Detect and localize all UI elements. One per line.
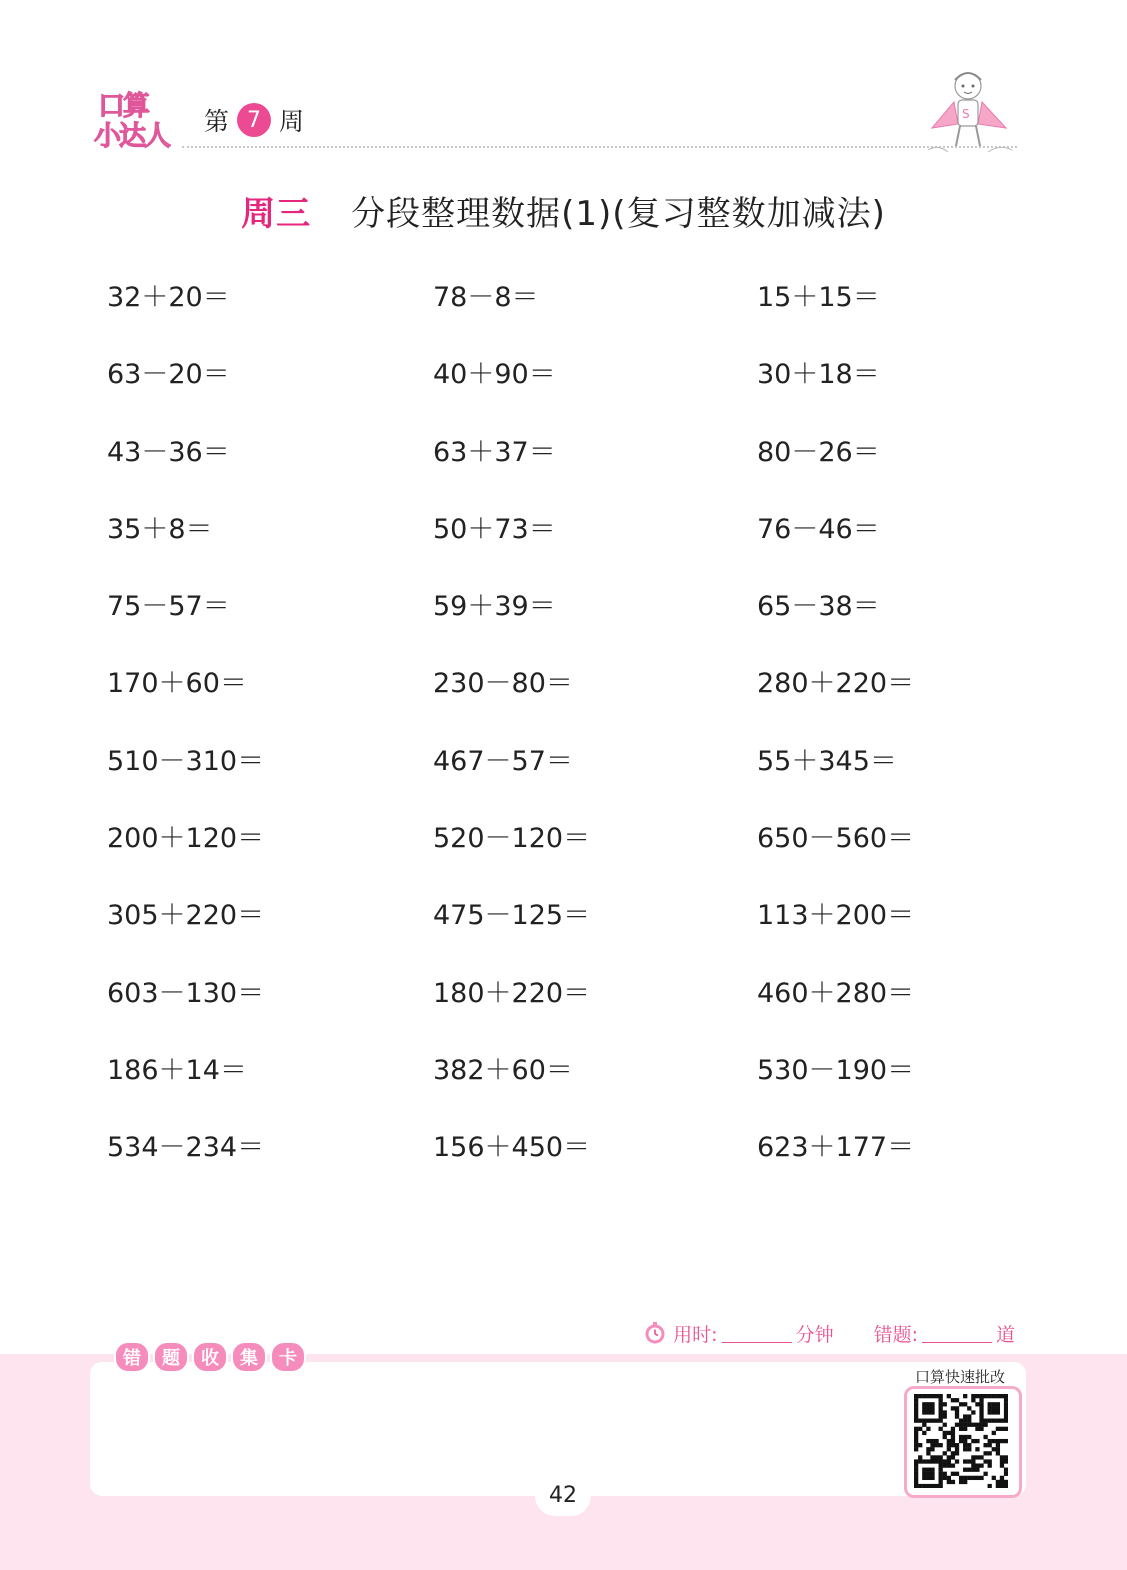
- math-problem: 467－57＝: [433, 745, 573, 777]
- card-tag-char: 错: [114, 1341, 150, 1373]
- error-card-tag: [114, 1341, 306, 1373]
- math-problem: 200＋120＝: [107, 823, 265, 855]
- qr-code-icon[interactable]: [914, 1394, 1008, 1488]
- math-problem: 76－46＝: [757, 513, 880, 545]
- error-blank[interactable]: [922, 1324, 992, 1343]
- svg-text:S: S: [962, 107, 970, 121]
- math-problem: 40＋90＝: [433, 359, 556, 391]
- math-problem: 43－36＝: [107, 436, 230, 468]
- lesson-title: [0, 186, 1127, 235]
- math-problem: 55＋345＝: [757, 745, 897, 777]
- card-tag-char: 收: [192, 1341, 228, 1373]
- math-problem: 113＋200＝: [757, 900, 915, 932]
- page-number: 42: [535, 1474, 591, 1516]
- time-unit: 分钟: [795, 1323, 834, 1346]
- superhero-kid-illustration: [918, 66, 1018, 158]
- math-problem: 63－20＝: [107, 359, 230, 391]
- math-problem: 156＋450＝: [433, 1132, 591, 1164]
- math-problem: 475－125＝: [433, 900, 591, 932]
- math-problem: 65－38＝: [757, 591, 880, 623]
- math-problem: 520－120＝: [433, 823, 591, 855]
- math-problem: 59＋39＝: [433, 591, 556, 623]
- math-problem: 63＋37＝: [433, 436, 556, 468]
- logo-line1: 口算: [98, 91, 148, 122]
- math-problem: 170＋60＝: [107, 668, 247, 700]
- header-divider: [182, 146, 1017, 148]
- lesson-day: 周三: [241, 194, 312, 234]
- card-tag-char: 集: [231, 1341, 267, 1373]
- math-problem: 460＋280＝: [757, 977, 915, 1009]
- week-prefix: 第: [204, 107, 230, 136]
- math-problem: 230－80＝: [433, 668, 573, 700]
- math-problem: 530－190＝: [757, 1054, 915, 1086]
- math-problem: 35＋8＝: [107, 513, 213, 545]
- error-unit: 道: [995, 1323, 1015, 1346]
- math-problem: 80－26＝: [757, 436, 880, 468]
- math-problem: 78－8＝: [433, 282, 539, 313]
- math-problem: 603－130＝: [107, 977, 265, 1009]
- math-problem: 650－560＝: [757, 823, 915, 855]
- math-problem: 180＋220＝: [433, 977, 591, 1009]
- stopwatch-icon: [643, 1321, 667, 1345]
- math-problem: 280＋220＝: [757, 668, 915, 700]
- math-problem: 50＋73＝: [433, 513, 556, 545]
- qr-frame[interactable]: [904, 1386, 1022, 1498]
- card-tag-char: 卡: [270, 1341, 306, 1373]
- math-problem: 305＋220＝: [107, 900, 265, 932]
- week-number-badge: 7: [237, 103, 271, 137]
- week-indicator: [204, 102, 304, 138]
- lesson-topic: 分段整理数据(1)(复习整数加减法): [351, 194, 886, 234]
- book-logo: [92, 84, 180, 150]
- week-suffix: 周: [279, 107, 305, 136]
- math-problem: 186＋14＝: [107, 1054, 247, 1086]
- math-problem: 534－234＝: [107, 1132, 265, 1164]
- error-label: 错题:: [873, 1323, 918, 1346]
- qr-panel: [900, 1366, 1020, 1494]
- time-blank[interactable]: [722, 1324, 792, 1343]
- timing-record: [643, 1316, 1015, 1350]
- math-problem: 623＋177＝: [757, 1132, 915, 1164]
- math-problem: 510－310＝: [107, 745, 265, 777]
- math-problem: 382＋60＝: [433, 1054, 573, 1086]
- card-tag-char: 题: [153, 1341, 189, 1373]
- math-problem: 32＋20＝: [107, 282, 230, 313]
- problem-grid: [107, 270, 1067, 1198]
- math-problem: 15＋15＝: [757, 282, 880, 313]
- qr-label: 口算快速批改: [914, 1368, 1005, 1386]
- math-problem: 75－57＝: [107, 591, 230, 623]
- logo-line2: 小达人: [94, 121, 169, 152]
- time-label: 用时:: [673, 1323, 718, 1346]
- math-problem: 30＋18＝: [757, 359, 880, 391]
